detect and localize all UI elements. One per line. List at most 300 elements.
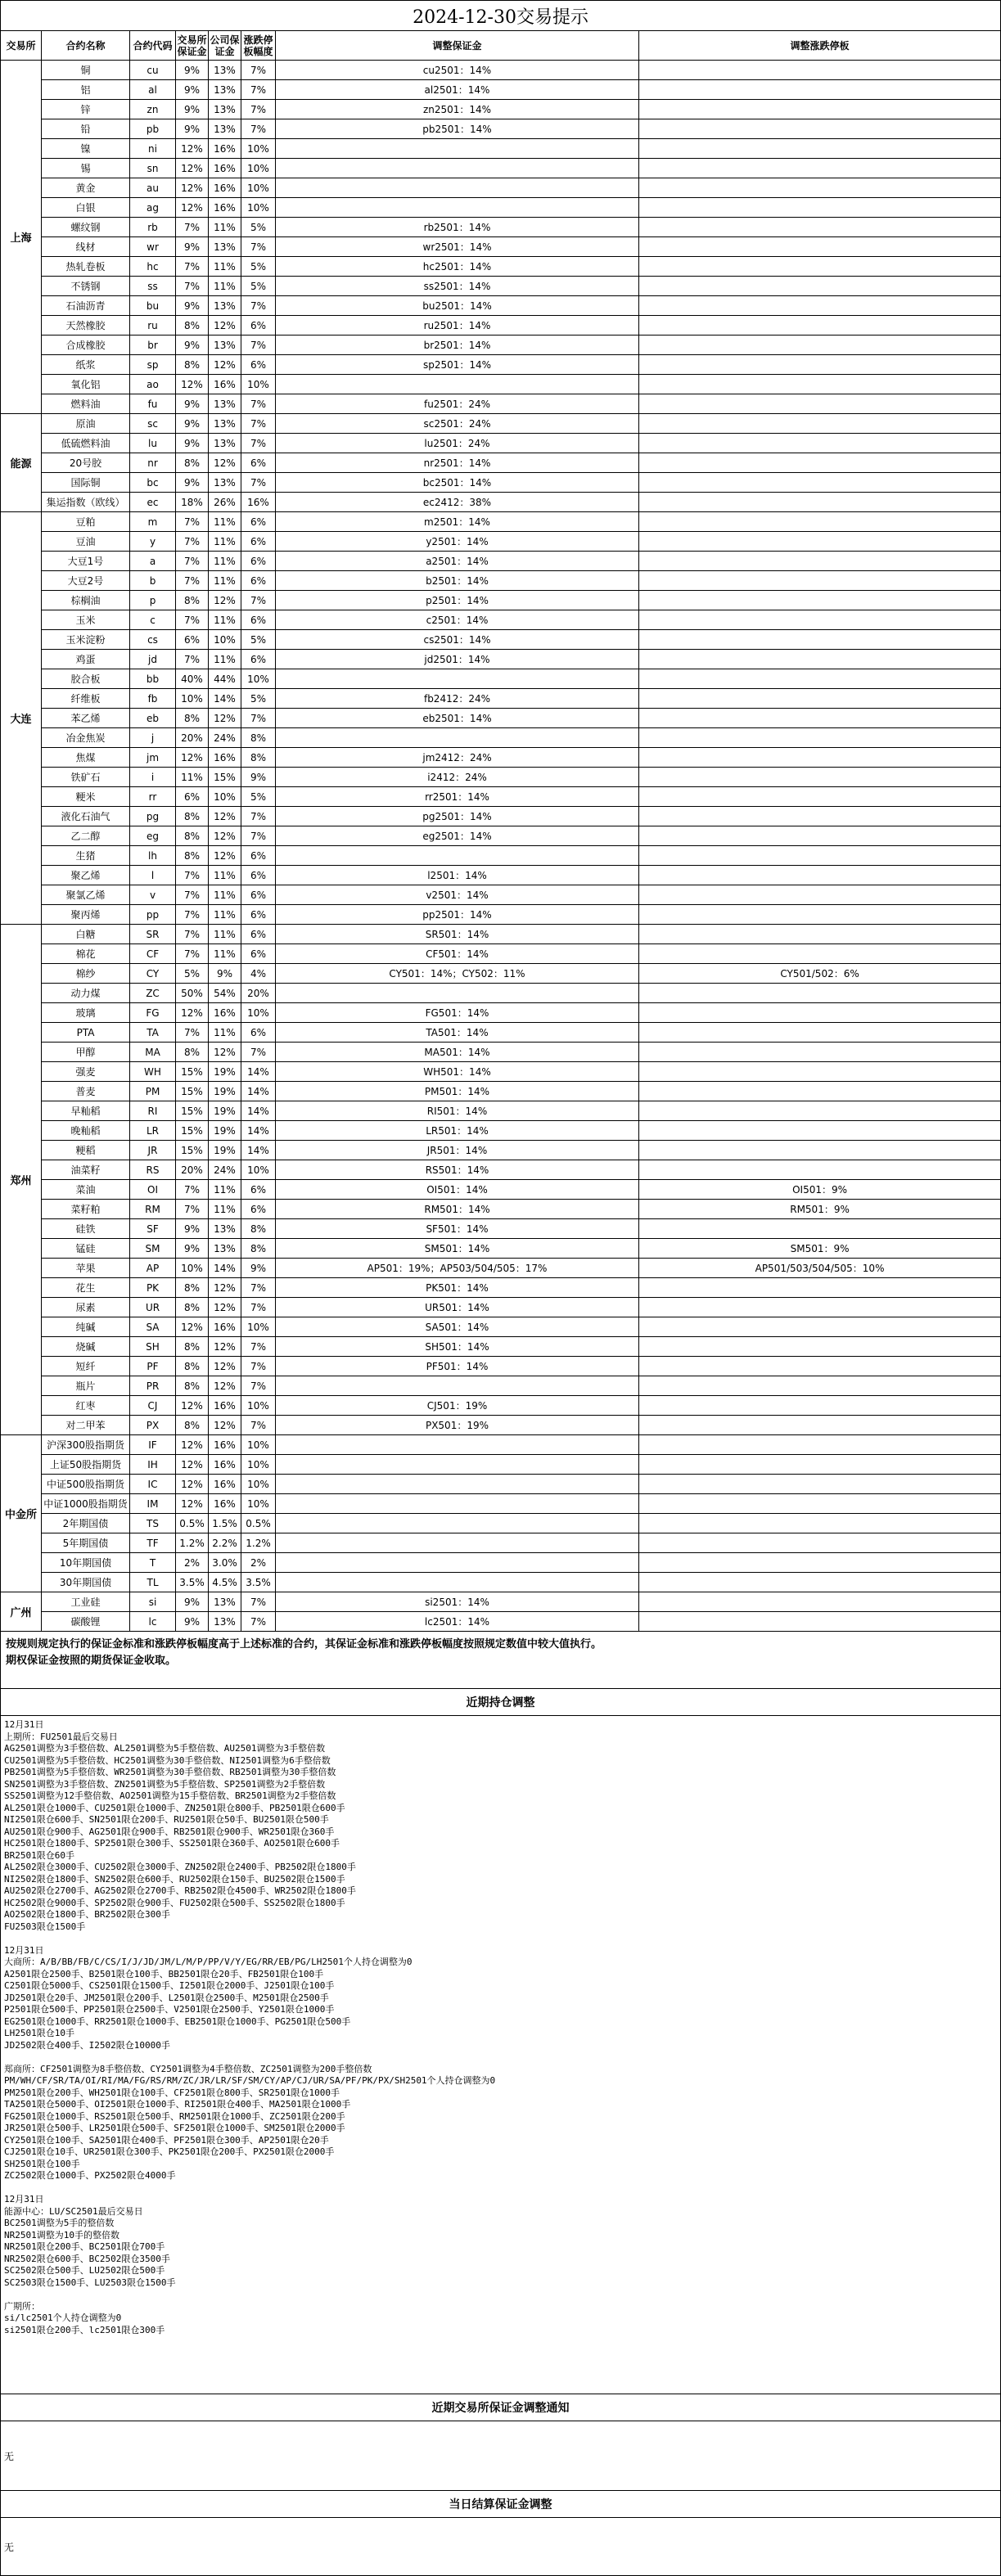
adjusted-margin-cell: PM501：14% [276, 1082, 639, 1101]
contract-name-cell: 锌 [42, 100, 130, 119]
adjusted-margin-cell: si2501：14% [276, 1592, 639, 1612]
limit-range-cell: 7% [241, 1612, 276, 1632]
contract-name-cell: 大豆2号 [42, 571, 130, 591]
company-margin-cell: 11% [209, 650, 241, 669]
exchange-margin-cell: 9% [176, 61, 209, 80]
contract-code-cell: PM [130, 1082, 176, 1101]
limit-range-cell: 7% [241, 296, 276, 316]
contract-name-cell: 生猪 [42, 846, 130, 866]
contract-code-cell: nr [130, 453, 176, 473]
contract-name-cell: 锡 [42, 159, 130, 178]
adjusted-margin-cell [276, 1455, 639, 1475]
exchange-margin-cell: 12% [176, 1317, 209, 1337]
adjusted-limit-cell [639, 218, 1001, 237]
contract-name-cell: 液化石油气 [42, 807, 130, 826]
limit-range-cell: 7% [241, 473, 276, 493]
exchange-margin-cell: 1.2% [176, 1533, 209, 1553]
adjusted-margin-cell: FG501：14% [276, 1003, 639, 1023]
table-row [1, 1003, 1001, 1023]
company-margin-cell: 16% [209, 1455, 241, 1475]
adjusted-limit-cell [639, 512, 1001, 532]
limit-range-cell: 14% [241, 1062, 276, 1082]
contract-code-cell: RS [130, 1160, 176, 1180]
company-margin-cell: 12% [209, 1416, 241, 1435]
limit-range-cell: 10% [241, 375, 276, 394]
adjusted-limit-cell [639, 1219, 1001, 1239]
exchange-margin-cell: 9% [176, 336, 209, 355]
contract-name-cell: 铜 [42, 61, 130, 80]
contract-name-cell: 甲醇 [42, 1043, 130, 1062]
contract-name-cell: 豆粕 [42, 512, 130, 532]
table-row [1, 984, 1001, 1003]
contract-code-cell: a [130, 552, 176, 571]
exchange-margin-cell: 8% [176, 1416, 209, 1435]
contract-name-cell: 聚氯乙烯 [42, 885, 130, 905]
adjusted-limit-cell [639, 1003, 1001, 1023]
table-row [1, 728, 1001, 748]
exchange-margin-cell: 8% [176, 591, 209, 610]
limit-range-cell: 7% [241, 1416, 276, 1435]
company-margin-cell: 44% [209, 669, 241, 689]
adjusted-margin-cell [276, 159, 639, 178]
company-margin-cell: 16% [209, 1317, 241, 1337]
contract-code-cell: OI [130, 1180, 176, 1200]
exchange-margin-cell: 7% [176, 257, 209, 277]
table-row [1, 571, 1001, 591]
adjusted-limit-cell [639, 139, 1001, 159]
adjusted-margin-cell: UR501：14% [276, 1298, 639, 1317]
limit-range-cell: 10% [241, 1475, 276, 1494]
company-margin-cell: 19% [209, 1121, 241, 1141]
contract-code-cell: bc [130, 473, 176, 493]
exchange-margin-cell: 7% [176, 552, 209, 571]
contract-code-cell: CY [130, 964, 176, 984]
adjusted-margin-cell: bu2501：14% [276, 296, 639, 316]
adjusted-margin-cell [276, 1514, 639, 1533]
contract-name-cell: 强麦 [42, 1062, 130, 1082]
company-margin-cell: 16% [209, 1475, 241, 1494]
company-margin-cell: 12% [209, 807, 241, 826]
exchange-margin-cell: 9% [176, 1592, 209, 1612]
adjusted-limit-cell [639, 1141, 1001, 1160]
adjusted-limit-cell [639, 1416, 1001, 1435]
contract-code-cell: fu [130, 394, 176, 414]
adjusted-limit-cell [639, 669, 1001, 689]
contract-name-cell: 10年期国债 [42, 1553, 130, 1573]
exchange-margin-cell: 12% [176, 748, 209, 768]
company-margin-cell: 13% [209, 1219, 241, 1239]
table-row [1, 1573, 1001, 1592]
contract-name-cell: 豆油 [42, 532, 130, 552]
adjusted-margin-cell: eg2501：14% [276, 826, 639, 846]
limit-range-cell: 14% [241, 1141, 276, 1160]
header-adjusted-limit: 调整涨跌停板 [639, 31, 1001, 61]
company-margin-cell: 12% [209, 846, 241, 866]
table-row [1, 237, 1001, 257]
company-margin-cell: 12% [209, 1298, 241, 1317]
company-margin-cell: 11% [209, 905, 241, 925]
contract-name-cell: 玻璃 [42, 1003, 130, 1023]
table-row [1, 1317, 1001, 1337]
exchange-margin-cell: 7% [176, 905, 209, 925]
adjusted-limit-cell [639, 728, 1001, 748]
adjusted-margin-cell [276, 984, 639, 1003]
exchange-margin-cell: 9% [176, 414, 209, 434]
contract-name-cell: 沪深300股指期货 [42, 1435, 130, 1455]
contract-code-cell: CJ [130, 1396, 176, 1416]
limit-range-cell: 2% [241, 1553, 276, 1573]
exchange-margin-cell: 7% [176, 610, 209, 630]
exchange-margin-cell: 8% [176, 846, 209, 866]
company-margin-cell: 24% [209, 728, 241, 748]
company-margin-cell: 24% [209, 1160, 241, 1180]
contract-code-cell: IM [130, 1494, 176, 1514]
limit-range-cell: 5% [241, 630, 276, 650]
adjusted-limit-cell [639, 1455, 1001, 1475]
table-row [1, 905, 1001, 925]
adjusted-margin-cell: RI501：14% [276, 1101, 639, 1121]
company-margin-cell: 16% [209, 1494, 241, 1514]
exchange-margin-cell: 8% [176, 709, 209, 728]
contract-code-cell: PK [130, 1278, 176, 1298]
table-row [1, 1435, 1001, 1455]
adjusted-margin-cell: CY501：14%；CY502：11% [276, 964, 639, 984]
company-margin-cell: 14% [209, 689, 241, 709]
contract-name-cell: 普麦 [42, 1082, 130, 1101]
contract-code-cell: wr [130, 237, 176, 257]
adjusted-limit-cell [639, 1160, 1001, 1180]
contract-code-cell: lu [130, 434, 176, 453]
recent-limit-content: 12月31日 上期所：FU2501最后交易日 AG2501调整为3手整倍数、AL2501调整为5手整倍数、AU2501调整为3手整倍数 CU2501调整为5手整倍数、HC2501调整为30手整倍数、NI2501调整为6手整倍数 PB2501调整为5手整倍数、WR2501调整为30手整倍数、RB2501调整为30手整倍数 SN2501调整为3手整倍数、ZN2501调整为5手整倍数、SP2501调整为2手整倍数 SS2501调整为12手整倍数、AO2501调整为15手整倍数、BR2501调整为2手整倍数 AL2501限仓1000手、CU2501限仓1000手、ZN2501限仓800手、PB2501限仓600手 NI2501限仓600手、SN2501限仓200手、RU2501限仓50手、BU2501限仓500手 AU2501限仓900手、AG2501限仓900手、RB2501限仓900手、WR2501限仓360手 HC2501限仓1800手、SP2501限仓300手、SS2501限仓360手、AO2501限仓600手 BR2501限仓60手 AL2502限仓3000手、CU2502限仓3000手、ZN2502限仓2400手、PB2502限仓1800手 NI2502限仓1800手、SN2502限仓600手、RU2502限仓150手、BU2502限仓1500手 AU2502限仓2700手、AG2502限仓2700手、RB2502限仓4500手、WR2502限仓1800手 HC2502限仓9000手、SP2502限仓900手、FU2502限仓500手、SS2502限仓1800手 AO2502限仓1800手、BR2502限仓300手 FU2503限仓1500手 12月31日 大商所：A/B/BB/FB/C/CS/I/J/JD/JM/L/M/P/PP/V/Y/EG/RR/EB/PG/LH2501个人持仓调整为0 A2501限仓2500手、B2501限仓100手、BB2501限仓20手、FB2501限仓100手 C2501限仓5000手、CS2501限仓1500手、I2501限仓2000手、J2501限仓100手 JD2501限仓20手、JM2501限仓200手、L2501限仓2500手、M2501限仓2500手 P2501限仓500手、PP2501限仓2500手、V2501限仓2500手、Y2501限仓1000手 EG2501限仓1000手、RR2501限仓1000手、EB2501限仓1000手、PG2501限仓500手 LH2501限仓10手 JD2502限仓400手、I2502限仓10000手 郑商所：CF2501调整为8手整倍数、CY2501调整为4手整倍数、ZC2501调整为200手整倍数 PM/WH/CF/SR/TA/OI/RI/MA/FG/RS/RM/ZC/JR/LR/SF/SM/CY/AP/CJ/UR/SA/PF/PK/PX/SH2501个人持仓调整为0 PM2501限仓200手、WH2501限仓100手、CF2501限仓800手、SR2501限仓1000手 TA2501限仓5000手、OI2501限仓1000手、RI2501限仓400手、MA2501限仓1000手 FG2501限仓1000手、RS2501限仓500手、RM2501限仓1000手、ZC2501限仓200手 JR2501限仓500手、LR2501限仓500手、SF2501限仓1000手、SM2501限仓2000手 CY2501限仓100手、SA2501限仓400手、PF2501限仓300手、AP2501限仓20手 CJ2501限仓10手、UR2501限仓300手、PK2501限仓200手、PX2501限仓2000手 SH2501限仓100手 ZC2502限仓1000手、PX2502限仓4000手 12月31日 能源中心：LU/SC2501最后交易日 BC2501调整为5手的整倍数 NR2501调整为10手的整倍数 NR2501限仓200手、BC2501限仓700手 NR2502限仓600手、BC2502限仓3500手 SC2502限仓500手、LU2502限仓500手 SC2503限仓1500手、LU2503限仓1500手 广期所： si/lc2501个人持仓调整为0 si2501限仓200手、lc2501限仓300手 [1, 1716, 1001, 2394]
adjusted-margin-cell [276, 669, 639, 689]
adjusted-limit-cell [639, 1376, 1001, 1396]
company-margin-cell: 16% [209, 1003, 241, 1023]
table-row [1, 826, 1001, 846]
adjusted-limit-cell [639, 453, 1001, 473]
table-row [1, 1376, 1001, 1396]
limit-range-cell: 6% [241, 512, 276, 532]
company-margin-cell: 13% [209, 100, 241, 119]
table-row [1, 1612, 1001, 1632]
adjusted-margin-cell: p2501：14% [276, 591, 639, 610]
exchange-margin-cell: 8% [176, 826, 209, 846]
limit-range-cell: 6% [241, 1180, 276, 1200]
company-margin-cell: 1.5% [209, 1514, 241, 1533]
limit-range-cell: 6% [241, 552, 276, 571]
exchange-margin-cell: 3.5% [176, 1573, 209, 1592]
limit-range-cell: 7% [241, 591, 276, 610]
limit-range-cell: 7% [241, 807, 276, 826]
contract-code-cell: IH [130, 1455, 176, 1475]
contract-name-cell: 大豆1号 [42, 552, 130, 571]
limit-range-cell: 6% [241, 610, 276, 630]
limit-range-cell: 6% [241, 885, 276, 905]
limit-range-cell: 6% [241, 1023, 276, 1043]
adjusted-limit-cell [639, 100, 1001, 119]
table-row [1, 277, 1001, 296]
contract-code-cell: au [130, 178, 176, 198]
adjusted-limit-cell [639, 493, 1001, 512]
company-margin-cell: 26% [209, 493, 241, 512]
adjusted-limit-cell [639, 552, 1001, 571]
limit-range-cell: 7% [241, 1337, 276, 1357]
table-row [1, 1416, 1001, 1435]
limit-range-cell: 6% [241, 866, 276, 885]
limit-range-cell: 9% [241, 1259, 276, 1278]
limit-range-cell: 10% [241, 1160, 276, 1180]
company-margin-cell: 12% [209, 591, 241, 610]
limit-range-cell: 6% [241, 925, 276, 944]
adjusted-margin-cell: b2501：14% [276, 571, 639, 591]
table-row [1, 1592, 1001, 1612]
contract-code-cell: rb [130, 218, 176, 237]
table-row [1, 1278, 1001, 1298]
company-margin-cell: 13% [209, 80, 241, 100]
adjusted-margin-cell [276, 1376, 639, 1396]
adjusted-margin-cell: SM501：14% [276, 1239, 639, 1259]
contract-code-cell: eg [130, 826, 176, 846]
exchange-margin-cell: 7% [176, 512, 209, 532]
adjusted-margin-cell: OI501：14% [276, 1180, 639, 1200]
contract-name-cell: 油菜籽 [42, 1160, 130, 1180]
adjusted-margin-cell: AP501：19%；AP503/504/505：17% [276, 1259, 639, 1278]
company-margin-cell: 16% [209, 1396, 241, 1416]
adjusted-margin-cell: lu2501：24% [276, 434, 639, 453]
limit-range-cell: 10% [241, 178, 276, 198]
company-margin-cell: 12% [209, 1376, 241, 1396]
limit-range-cell: 10% [241, 1435, 276, 1455]
company-margin-cell: 13% [209, 473, 241, 493]
exchange-margin-cell: 2% [176, 1553, 209, 1573]
exchange-margin-cell: 8% [176, 807, 209, 826]
table-row [1, 61, 1001, 80]
adjusted-limit-cell [639, 296, 1001, 316]
adjusted-margin-cell: cs2501：14% [276, 630, 639, 650]
exchange-margin-cell: 12% [176, 1003, 209, 1023]
table-row [1, 1121, 1001, 1141]
adjusted-limit-cell [639, 1043, 1001, 1062]
table-row [1, 1200, 1001, 1219]
exchange-margin-cell: 8% [176, 1376, 209, 1396]
adjusted-limit-cell [639, 80, 1001, 100]
contract-code-cell: pg [130, 807, 176, 826]
adjusted-margin-cell: RS501：14% [276, 1160, 639, 1180]
adjusted-limit-cell [639, 394, 1001, 414]
contract-name-cell: 晚籼稻 [42, 1121, 130, 1141]
table-row [1, 1259, 1001, 1278]
adjusted-limit-cell [639, 905, 1001, 925]
contract-code-cell: CF [130, 944, 176, 964]
exchange-margin-cell: 7% [176, 885, 209, 905]
limit-range-cell: 1.2% [241, 1533, 276, 1553]
exchange-margin-cell: 12% [176, 1435, 209, 1455]
contract-code-cell: SR [130, 925, 176, 944]
header-adjusted-margin: 调整保证金 [276, 31, 639, 61]
table-row [1, 453, 1001, 473]
company-margin-cell: 16% [209, 159, 241, 178]
table-row [1, 768, 1001, 787]
table-row [1, 1455, 1001, 1475]
contract-code-cell: SM [130, 1239, 176, 1259]
adjusted-limit-cell [639, 748, 1001, 768]
adjusted-margin-cell: WH501：14% [276, 1062, 639, 1082]
contract-code-cell: RI [130, 1101, 176, 1121]
company-margin-cell: 19% [209, 1082, 241, 1101]
adjusted-limit-cell [639, 1357, 1001, 1376]
adjusted-margin-cell: pg2501：14% [276, 807, 639, 826]
table-row [1, 689, 1001, 709]
company-margin-cell: 12% [209, 1357, 241, 1376]
adjusted-limit-cell [639, 630, 1001, 650]
exchange-margin-cell: 8% [176, 1278, 209, 1298]
adjusted-limit-cell [639, 434, 1001, 453]
exchange-margin-cell: 7% [176, 277, 209, 296]
contract-code-cell: lh [130, 846, 176, 866]
adjusted-margin-cell: hc2501：14% [276, 257, 639, 277]
settle-margin-title: 当日结算保证金调整 [1, 2491, 1001, 2518]
exchange-margin-cell: 9% [176, 434, 209, 453]
contract-name-cell: 玉米淀粉 [42, 630, 130, 650]
contract-name-cell: 燃料油 [42, 394, 130, 414]
adjusted-margin-cell: zn2501：14% [276, 100, 639, 119]
exchange-cell: 郑州 [1, 925, 42, 1435]
contract-name-cell: 铅 [42, 119, 130, 139]
company-margin-cell: 11% [209, 1180, 241, 1200]
contract-name-cell: 纤维板 [42, 689, 130, 709]
contract-code-cell: pp [130, 905, 176, 925]
company-margin-cell: 16% [209, 748, 241, 768]
limit-range-cell: 7% [241, 119, 276, 139]
header-contract-code: 合约代码 [130, 31, 176, 61]
limit-range-cell: 7% [241, 826, 276, 846]
contract-name-cell: 螺纹钢 [42, 218, 130, 237]
adjusted-limit-cell [639, 375, 1001, 394]
exchange-margin-cell: 7% [176, 218, 209, 237]
exchange-margin-cell: 6% [176, 630, 209, 650]
adjusted-margin-cell: ss2501：14% [276, 277, 639, 296]
contract-code-cell: PX [130, 1416, 176, 1435]
adjusted-margin-cell: i2412：24% [276, 768, 639, 787]
exchange-margin-cell: 9% [176, 80, 209, 100]
table-row [1, 1553, 1001, 1573]
adjusted-margin-cell: c2501：14% [276, 610, 639, 630]
company-margin-cell: 11% [209, 277, 241, 296]
adjusted-margin-cell: jd2501：14% [276, 650, 639, 669]
contract-name-cell: 合成橡胶 [42, 336, 130, 355]
adjusted-margin-cell: v2501：14% [276, 885, 639, 905]
contract-name-cell: 红枣 [42, 1396, 130, 1416]
table-row [1, 552, 1001, 571]
contract-name-cell: 中证500股指期货 [42, 1475, 130, 1494]
exchange-margin-cell: 40% [176, 669, 209, 689]
limit-range-cell: 7% [241, 61, 276, 80]
table-row [1, 1023, 1001, 1043]
adjusted-limit-cell [639, 1101, 1001, 1121]
exchange-margin-cell: 11% [176, 768, 209, 787]
contract-code-cell: hc [130, 257, 176, 277]
exchange-margin-cell: 8% [176, 1043, 209, 1062]
table-row [1, 316, 1001, 336]
adjusted-margin-cell: jm2412：24% [276, 748, 639, 768]
adjusted-margin-cell: rr2501：14% [276, 787, 639, 807]
company-margin-cell: 13% [209, 434, 241, 453]
adjusted-limit-cell [639, 591, 1001, 610]
contract-name-cell: 胶合板 [42, 669, 130, 689]
exchange-cell: 大连 [1, 512, 42, 925]
table-row [1, 1298, 1001, 1317]
limit-range-cell: 6% [241, 453, 276, 473]
adjusted-limit-cell [639, 768, 1001, 787]
adjusted-limit-cell [639, 316, 1001, 336]
contract-name-cell: 集运指数（欧线） [42, 493, 130, 512]
recent-limit-title: 近期持仓调整 [1, 1689, 1001, 1716]
table-row [1, 944, 1001, 964]
exchange-margin-cell: 15% [176, 1121, 209, 1141]
company-margin-cell: 13% [209, 237, 241, 257]
adjusted-limit-cell [639, 277, 1001, 296]
settle-margin-content: 无 [1, 2518, 1001, 2576]
table-row [1, 1101, 1001, 1121]
adjusted-margin-cell: cu2501：14% [276, 61, 639, 80]
adjusted-margin-cell: PX501：19% [276, 1416, 639, 1435]
contract-name-cell: 20号胶 [42, 453, 130, 473]
exchange-margin-cell: 7% [176, 944, 209, 964]
table-row [1, 1141, 1001, 1160]
table-row [1, 709, 1001, 728]
table-row [1, 787, 1001, 807]
adjusted-margin-cell [276, 1533, 639, 1553]
contract-name-cell: 氧化铝 [42, 375, 130, 394]
adjusted-margin-cell: MA501：14% [276, 1043, 639, 1062]
company-margin-cell: 12% [209, 826, 241, 846]
exchange-margin-cell: 9% [176, 119, 209, 139]
limit-range-cell: 4% [241, 964, 276, 984]
adjusted-limit-cell: CY501/502：6% [639, 964, 1001, 984]
company-margin-cell: 13% [209, 1592, 241, 1612]
table-row [1, 1043, 1001, 1062]
limit-range-cell: 6% [241, 355, 276, 375]
exchange-margin-cell: 7% [176, 866, 209, 885]
contract-name-cell: 棉花 [42, 944, 130, 964]
limit-range-cell: 7% [241, 100, 276, 119]
contract-code-cell: SF [130, 1219, 176, 1239]
contract-name-cell: 烧碱 [42, 1337, 130, 1357]
limit-range-cell: 5% [241, 277, 276, 296]
adjusted-margin-cell: eb2501：14% [276, 709, 639, 728]
contract-code-cell: cu [130, 61, 176, 80]
adjusted-limit-cell [639, 119, 1001, 139]
company-margin-cell: 10% [209, 787, 241, 807]
contract-code-cell: c [130, 610, 176, 630]
company-margin-cell: 14% [209, 1259, 241, 1278]
contract-name-cell: 焦煤 [42, 748, 130, 768]
company-margin-cell: 10% [209, 630, 241, 650]
company-margin-cell: 11% [209, 925, 241, 944]
limit-range-cell: 7% [241, 1376, 276, 1396]
table-row [1, 748, 1001, 768]
adjusted-margin-cell: PF501：14% [276, 1357, 639, 1376]
adjusted-margin-cell: y2501：14% [276, 532, 639, 552]
adjusted-limit-cell [639, 689, 1001, 709]
company-margin-cell: 11% [209, 866, 241, 885]
limit-range-cell: 10% [241, 1396, 276, 1416]
contract-name-cell: 尿素 [42, 1298, 130, 1317]
contract-name-cell: 镍 [42, 139, 130, 159]
company-margin-cell: 11% [209, 552, 241, 571]
company-margin-cell: 19% [209, 1101, 241, 1121]
company-margin-cell: 54% [209, 984, 241, 1003]
limit-range-cell: 7% [241, 80, 276, 100]
